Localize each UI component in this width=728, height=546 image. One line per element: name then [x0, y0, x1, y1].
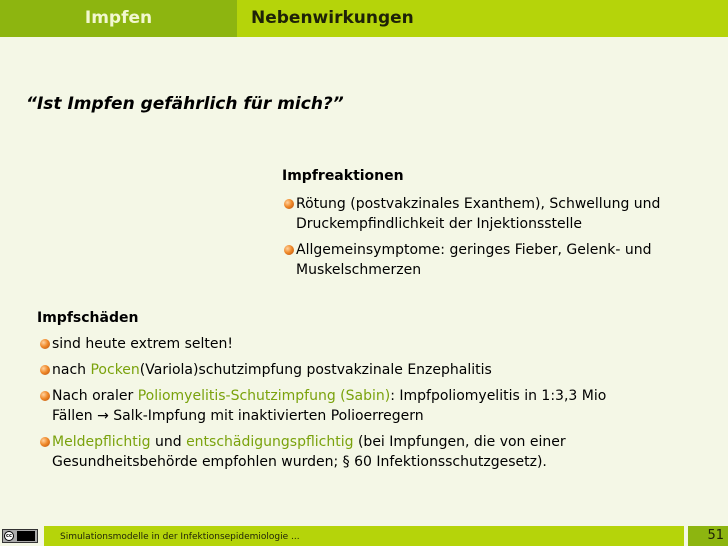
- bullet-icon: [284, 245, 294, 255]
- footer-course-bar: [44, 526, 684, 546]
- list-item: [52, 360, 492, 380]
- list-item: [52, 334, 233, 354]
- slide-title: “Ist Impfen gefährlich für mich?”: [26, 94, 344, 114]
- impfschaden-4-mid: und: [150, 434, 187, 450]
- page-number-box: [688, 526, 728, 546]
- impfschaden-2-pre: nach: [52, 362, 91, 378]
- cc-by-block: [17, 531, 35, 541]
- impfreaktion-1-line1: Rötung (postvakzinales Exanthem), Schwellung und: [296, 196, 661, 212]
- cc-mark: cc: [4, 531, 14, 541]
- bullet-icon: [284, 199, 294, 209]
- tab-impfen-label: Impfen: [84, 8, 153, 28]
- tab-nebenwirkungen-label: Nebenwirkungen: [251, 8, 414, 28]
- impfschaden-3-pre: Nach oraler: [52, 388, 138, 404]
- list-item: [52, 386, 606, 426]
- impfreaktion-2-line1: Allgemeinsymptome: geringes Fieber, Gelenk- und: [296, 242, 652, 258]
- impfreaktion-1-line2: Druckempfindlichkeit der Injektionsstelle: [296, 216, 583, 232]
- impfschaden-4-post: (bei Impfungen, die von einer: [353, 434, 566, 450]
- impfschaden-3-line1: [52, 386, 606, 406]
- impfschaden-2-link[interactable]: Pocken: [90, 362, 140, 378]
- impfschaden-4-link-meldepflichtig[interactable]: Meldepflichtig: [52, 434, 151, 450]
- impfschaden-1-line1: sind heute extrem selten!: [52, 336, 233, 352]
- bullet-icon: [40, 437, 50, 447]
- list-item: [52, 432, 566, 472]
- list-item: [296, 194, 660, 234]
- impfschaden-4-line2: Gesundheitsbehörde empfohlen wurden; § 60 Infektionsschutzgesetz).: [52, 454, 547, 470]
- impfreaktionen-heading: Impfreaktionen: [282, 168, 404, 184]
- list-item: [296, 240, 651, 280]
- cc-license-icon[interactable]: [2, 529, 38, 543]
- impfschaden-3-line2: Fällen → Salk-Impfung mit inaktivierten Polioerregern: [52, 408, 424, 424]
- bullet-icon: [40, 339, 50, 349]
- impfschaden-3-link[interactable]: Poliomyelitis-Schutzimpfung (Sabin): [137, 388, 391, 404]
- impfschaden-2-post: (Variola)schutzimpfung postvakzinale Enzephalitis: [139, 362, 492, 378]
- bullet-icon: [40, 391, 50, 401]
- footer: [0, 526, 728, 546]
- bullet-icon: [40, 365, 50, 375]
- tab-impfen[interactable]: [0, 0, 237, 37]
- page-number: 51: [707, 528, 724, 543]
- impfschaden-4-link-entschaedigung[interactable]: entschädigungspflichtig: [186, 434, 354, 450]
- footer-course-title: Simulationsmodelle in der Infektionsepidemiologie ...: [60, 532, 300, 542]
- header-bar: [0, 0, 728, 37]
- impfreaktion-2-line2: Muskelschmerzen: [296, 262, 422, 278]
- impfschaden-3-post: : Impfpoliomyelitis in 1:3,3 Mio: [390, 388, 607, 404]
- impfschaden-4-line1: [52, 432, 566, 452]
- tab-nebenwirkungen[interactable]: [237, 0, 728, 37]
- impfschaeden-heading: Impfschäden: [37, 310, 139, 326]
- impfschaden-2-line1: [52, 360, 492, 380]
